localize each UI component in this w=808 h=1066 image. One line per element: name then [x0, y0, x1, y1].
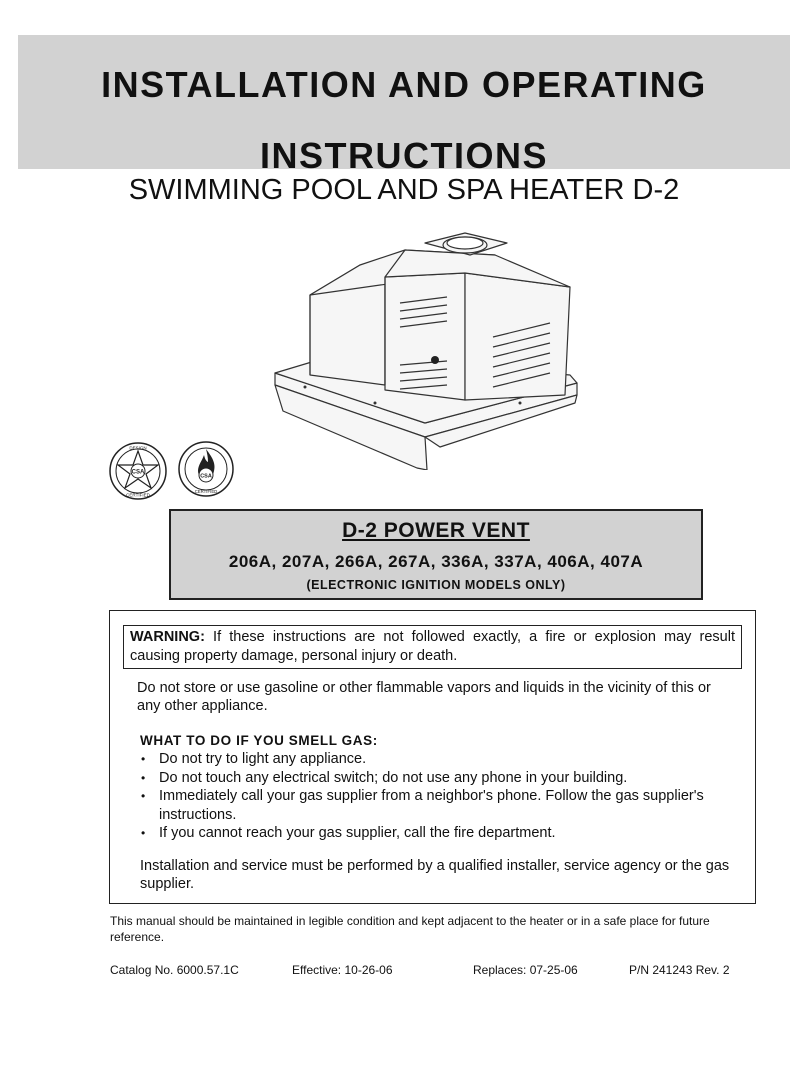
list-item: • Immediately call your gas supplier from a neighbor's phone. Follow the gas supplier's instructions.: [141, 788, 704, 823]
seal-mark: CSA: [200, 473, 212, 480]
effective-date: Effective: 10-26-06: [292, 963, 393, 977]
list-item: • If you cannot reach your gas supplier, call the fire department.: [141, 825, 556, 841]
seal-certified-text: CERTIFIED: [194, 489, 218, 494]
smell-gas-list: [137, 750, 737, 843]
part-number: P/N 241243 Rev. 2: [629, 963, 730, 977]
catalog-number: Catalog No. 6000.57.1C: [110, 963, 239, 977]
title-banner: [18, 35, 790, 176]
document-title-line-2: INSTRUCTIONS: [260, 135, 548, 176]
warning-text: If these instructions are not followed exactly, a fire or explosion may result causing property damage, personal injury or death.: [130, 629, 735, 664]
bullet-icon: •: [141, 789, 146, 803]
manual-maintenance-note: This manual should be maintained in legible condition and kept adjacent to the heater or in a safe place for future reference.: [110, 914, 710, 944]
warning-box: [109, 610, 756, 904]
warning-label: WARNING:: [130, 629, 205, 645]
model-numbers: 206A, 207A, 266A, 267A, 336A, 337A, 406A, 407A: [228, 552, 644, 571]
csa-flame-certified-seal-icon: [178, 441, 234, 497]
bullet-icon: •: [141, 752, 146, 766]
bullet-icon: •: [141, 770, 146, 785]
model-title: D-2 POWER VENT: [342, 519, 530, 542]
smell-gas-heading: WHAT TO DO IF YOU SMELL GAS:: [140, 733, 378, 748]
document-title-line-1: INSTALLATION AND OPERATING: [101, 64, 707, 105]
seal-top-text: DESIGN: [129, 445, 147, 451]
bullet-icon: •: [141, 826, 146, 840]
model-note: (ELECTRONIC IGNITION MODELS ONLY): [306, 578, 566, 592]
seal-bottom-text: CERTIFIED: [126, 492, 150, 498]
warning-banner: [123, 625, 742, 669]
design-certified-star-seal-icon: [108, 441, 168, 501]
installation-notice: Installation and service must be performed by a qualified installer, service agency or the gas supplier.: [140, 858, 730, 892]
storage-warning: Do not store or use gasoline or other flammable vapors and liquids in the vicinity of this or any other appliance.: [137, 680, 711, 714]
model-box: [169, 509, 703, 600]
heater-illustration: [265, 225, 585, 470]
seal-mark: CSA: [131, 469, 145, 476]
document-subtitle: SWIMMING POOL AND SPA HEATER D-2: [128, 174, 680, 206]
replaces-date: Replaces: 07-25-06: [473, 963, 578, 977]
list-item: • Do not try to light any appliance.: [141, 751, 367, 767]
list-item: • Do not touch any electrical switch; do not use any phone in your building.: [141, 769, 628, 786]
